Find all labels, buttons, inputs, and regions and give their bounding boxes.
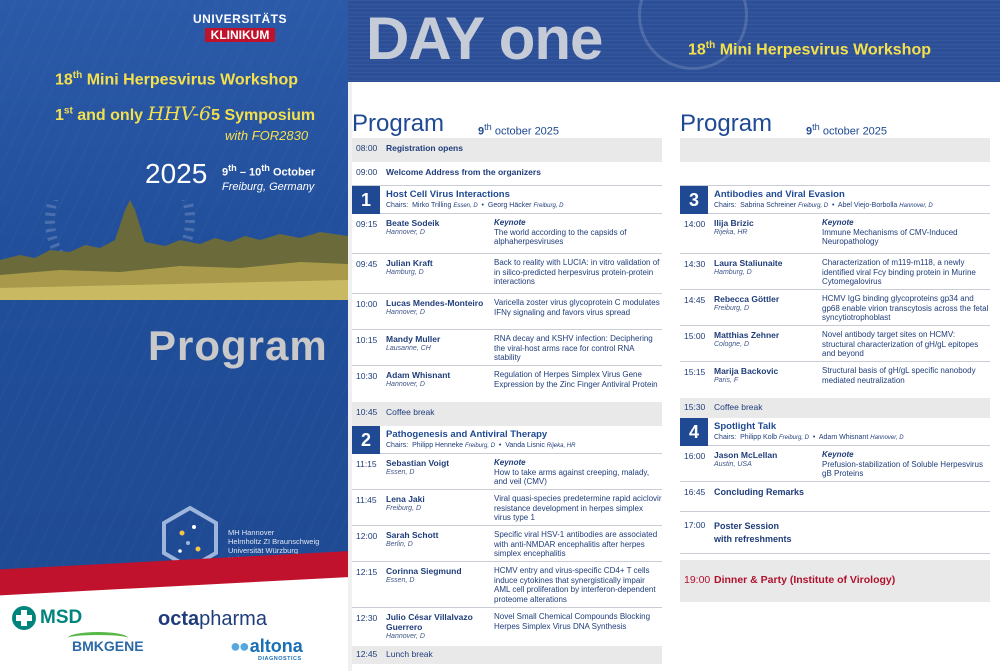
speaker-affiliation: Lausanne, CH <box>386 345 431 352</box>
workshop-title <box>55 70 298 89</box>
event-location: Freiburg, Germany <box>222 180 315 193</box>
talk-title <box>822 450 990 479</box>
session-header-2 <box>352 426 662 454</box>
time: 09:00 <box>356 167 378 177</box>
time: 12:15 <box>356 567 378 577</box>
date-num: 9 <box>806 125 813 138</box>
schedule-row-poster <box>680 512 990 554</box>
time: 10:15 <box>356 335 378 345</box>
talk-row <box>680 254 990 290</box>
altona-logo <box>230 636 303 662</box>
partner-line: MH Hannover <box>228 528 275 537</box>
event-text: Registration opens <box>386 143 463 153</box>
speaker-name: Sebastian Voigt <box>386 458 450 468</box>
talk-title: Structural basis of gH/gL specific nanobody mediated neutralization <box>822 366 976 385</box>
poster-line1: Poster Session <box>714 521 780 531</box>
pharma-text: pharma <box>199 608 267 630</box>
date-mid: – 10 <box>236 166 262 179</box>
talk-row <box>352 254 662 294</box>
talk-title: HCMV IgG binding glycoproteins gp34 and gp68 enable virion transcytosis across the fetal syncytiotrophoblast <box>822 294 989 322</box>
speaker-affiliation: Freiburg, D <box>714 305 750 312</box>
chairs-label: Chairs: <box>386 202 409 209</box>
event-text: Lunch break <box>386 649 433 659</box>
altona-text: altona <box>249 636 303 656</box>
date-sup: th <box>812 122 820 132</box>
talk-row <box>680 446 990 482</box>
uk-logo-line2: KLINIKUM <box>205 28 276 42</box>
chair-affiliation: Essen, D <box>453 203 478 209</box>
time: 09:45 <box>356 259 378 269</box>
event-text: Welcome Address from the organizers <box>386 167 541 177</box>
chair-affiliation: Freiburg, D <box>798 203 829 209</box>
chairs-label: Chairs: <box>386 442 409 449</box>
keynote-label: Keynote <box>822 450 854 459</box>
event-text: Concluding Remarks <box>714 487 805 497</box>
title2-b: 5 Symposium <box>211 107 316 124</box>
talk-title: Viral quasi-species predetermine rapid aciclovir resistance development in herpes simplex virus type 1 <box>494 494 662 522</box>
date-sup1: th <box>228 163 237 173</box>
speaker-affiliation: Berlin, D <box>386 541 413 548</box>
speaker-affiliation: Hamburg, D <box>714 269 752 276</box>
cover-program-title: Program <box>148 322 328 369</box>
session-number: 3 <box>680 186 708 214</box>
speaker-name: Jason McLellan <box>714 450 778 460</box>
universitaetsklinikum-logo <box>180 12 300 44</box>
event-text: Coffee break <box>714 402 763 412</box>
speaker-affiliation: Paris, F <box>714 377 739 384</box>
chair-name: Philipp Henneke <box>412 442 464 449</box>
chair-name: Vanda Lisnic <box>505 442 545 449</box>
talk-row <box>352 366 662 402</box>
talk-title <box>494 458 662 487</box>
altona-dots-icon: ●● <box>230 636 248 656</box>
talk-title: Specific viral HSV-1 antibodies are associated with anti-NMDAR encephalitis after herpes simplex encephalitis <box>494 530 658 558</box>
time: 09:15 <box>356 219 378 229</box>
chair-affiliation: Hannover, D <box>899 203 933 209</box>
session-number: 4 <box>680 418 708 446</box>
banner-title-num: 18 <box>688 41 706 59</box>
talk-text: How to take arms against creeping, malady, and veil (CMV) <box>494 467 650 486</box>
for2830-subtitle: with FOR2830 <box>225 128 309 143</box>
session-header-1 <box>352 186 662 214</box>
schedule-row-empty <box>680 162 990 186</box>
event-text: Coffee break <box>386 407 435 417</box>
altona-subtext: DIAGNOSTICS <box>258 656 302 662</box>
time: 15:30 <box>684 402 706 412</box>
session-title: Spotlight Talk <box>714 421 777 432</box>
speaker-name: Lucas Mendes-Monteiro <box>386 298 484 308</box>
speaker-affiliation: Essen, D <box>386 577 415 584</box>
speaker-affiliation: Hamburg, D <box>386 269 424 276</box>
program-date <box>478 122 559 138</box>
session-title: Host Cell Virus Interactions <box>386 189 510 200</box>
session-header-4 <box>680 418 990 446</box>
talk-row <box>352 526 662 562</box>
bmkgene-text: BMKGENE <box>72 638 144 654</box>
session-title: Antibodies and Viral Evasion <box>714 189 845 200</box>
session-header-3 <box>680 186 990 214</box>
talk-row <box>680 214 990 254</box>
time: 17:00 <box>684 520 706 530</box>
speaker-name: Julian Kraft <box>386 258 433 268</box>
talk-text: Prefusion-stabilization of Soluble Herpesvirus gB Proteins <box>822 459 983 478</box>
date-sup: th <box>484 122 492 132</box>
speaker-name: Beate Sodeik <box>386 218 440 228</box>
title2-sup: st <box>63 105 73 117</box>
speaker-name: Sarah Schott <box>386 530 439 540</box>
speaker-affiliation: Hannover, D <box>386 309 425 316</box>
speaker-affiliation: Essen, D <box>386 469 415 476</box>
time: 12:45 <box>356 649 378 659</box>
chair-affiliation: Freiburg, D <box>779 435 810 441</box>
time: 10:45 <box>356 407 378 417</box>
speaker-affiliation: Hannover, D <box>386 381 425 388</box>
date-rest: october 2025 <box>491 125 560 138</box>
title2-num: 1 <box>55 107 64 124</box>
speaker-affiliation: Freiburg, D <box>386 505 422 512</box>
program-column-afternoon <box>680 110 990 602</box>
date-num1: 9 <box>222 166 229 179</box>
speaker-name: Matthias Zehner <box>714 330 780 340</box>
event-text: Dinner & Party (Institute of Virology) <box>714 574 896 586</box>
msd-logo <box>12 606 82 630</box>
date-sup2: th <box>261 163 270 173</box>
session-chairs: Chairs: Mirko Trilling Essen, D • Georg Häcker Freiburg, D <box>386 202 564 209</box>
cover-panel <box>0 0 348 671</box>
speaker-name: Julio César Villalvazo Guerrero <box>386 612 473 632</box>
speaker-name: Laura Staliunaite <box>714 258 783 268</box>
chair-affiliation: Freiburg, D <box>465 443 496 449</box>
symposium-title <box>55 103 315 125</box>
session-chairs: Chairs: Philipp Kolb Freiburg, D • Adam Whisnant Hannover, D <box>714 434 904 441</box>
talk-row <box>352 454 662 490</box>
talk-text: Immune Mechanisms of CMV-Induced Neuropathology <box>822 227 958 246</box>
speaker-affiliation: Austin, USA <box>714 461 752 468</box>
session-chairs: Chairs: Philipp Henneke Freiburg, D • Vanda Lisnic Rijeka, HR <box>386 442 576 449</box>
column-heading <box>352 110 662 138</box>
banner-title-rest: Mini Herpesvirus Workshop <box>715 41 931 59</box>
time: 12:30 <box>356 613 378 623</box>
time: 10:30 <box>356 371 378 381</box>
chairs-label: Chairs: <box>714 434 737 441</box>
time: 15:15 <box>684 367 706 377</box>
schedule-row-welcome <box>352 162 662 186</box>
chair-name: Adam Whisnant <box>818 434 869 441</box>
schedule-row-coffee <box>352 402 662 426</box>
time: 16:45 <box>684 487 706 497</box>
talk-title <box>822 218 990 247</box>
talk-row <box>680 290 990 326</box>
session-title: Pathogenesis and Antiviral Therapy <box>386 429 548 440</box>
talk-row <box>352 294 662 330</box>
speaker-affiliation: Hannover, D <box>386 229 425 236</box>
chair-affiliation: Freiburg, D <box>533 203 564 209</box>
speaker-name: Rebecca Göttler <box>714 294 780 304</box>
chair-name: Mirko Trilling <box>412 202 452 209</box>
talk-title: Characterization of m119-m118, a newly identified viral Fcγ binding protein in Murine Cytomegalovirus <box>822 258 976 286</box>
program-column-morning <box>352 110 662 664</box>
program-heading: Program <box>680 110 773 137</box>
date-range <box>222 161 315 180</box>
time: 11:15 <box>356 459 377 469</box>
session-number: 2 <box>352 426 380 454</box>
talk-row <box>352 562 662 608</box>
event-text <box>714 520 792 546</box>
bmkgene-arc-icon <box>68 632 128 644</box>
time: 08:00 <box>356 143 378 153</box>
keynote-label: Keynote <box>494 218 526 227</box>
schedule-row-lunch <box>352 646 662 664</box>
event-year: 2025 <box>145 158 208 189</box>
program-heading: Program <box>352 110 445 137</box>
chairs-label: Chairs: <box>714 202 737 209</box>
title1-rest: Mini Herpesvirus Workshop <box>82 71 298 89</box>
talk-title: Novel antibody target sites on HCMV: structural characterization of gH/gL epitopes and beyond <box>822 330 979 358</box>
keynote-label: Keynote <box>822 218 854 227</box>
chair-name: Sabrina Schreiner <box>740 202 797 209</box>
event-dates <box>222 161 315 194</box>
talk-text: The world according to the capsids of alphaherpesviruses <box>494 227 627 246</box>
msd-text: MSD <box>40 607 83 629</box>
talk-row <box>352 214 662 254</box>
schedule-row-coffee <box>680 398 990 418</box>
date-end: October <box>269 166 316 179</box>
octa-text: octa <box>158 608 200 630</box>
speaker-name: Corinna Siegmund <box>386 566 462 576</box>
time: 16:00 <box>684 451 706 461</box>
partner-line: Helmholtz ZI Braunschweig <box>228 537 320 546</box>
speaker-affiliation: Cologne, D <box>714 341 750 348</box>
banner-workshop-title <box>688 40 931 59</box>
time: 15:00 <box>684 331 706 341</box>
date-num: 9 <box>478 125 485 138</box>
schedule-row-concluding <box>680 482 990 512</box>
session-number: 1 <box>352 186 380 214</box>
keynote-label: Keynote <box>494 458 526 467</box>
chair-name: Georg Häcker <box>487 202 532 209</box>
speaker-affiliation: Rijeka, HR <box>714 229 748 236</box>
bmkgene-logo <box>72 638 144 654</box>
time: 14:45 <box>684 295 706 305</box>
chair-affiliation: Hannover, D <box>870 435 904 441</box>
time: 19:00 <box>684 574 711 586</box>
title1-sup: th <box>72 70 83 81</box>
schedule-row-registration <box>352 138 662 162</box>
poster-line2: with refreshments <box>714 534 792 544</box>
speaker-name: Mandy Muller <box>386 334 441 344</box>
talk-title <box>494 218 662 247</box>
time: 11:45 <box>356 495 377 505</box>
talk-row <box>352 490 662 526</box>
session-chairs: Chairs: Sabrina Schreiner Freiburg, D • Abel Viejo-Borbolla Hannover, D <box>714 202 933 209</box>
talk-row <box>680 362 990 398</box>
speaker-name: Adam Whisnant <box>386 370 451 380</box>
banner-title-sup: th <box>705 40 716 51</box>
schedule-row-dinner <box>680 560 990 602</box>
day-banner <box>348 0 1000 82</box>
talk-title: Novel Small Chemical Compounds Blocking Herpes Simplex Virus DNA Synthesis <box>494 612 651 631</box>
speaker-name: Marija Backovic <box>714 366 779 376</box>
msd-cross-icon <box>12 606 36 630</box>
chair-name: Abel Viejo-Borbolla <box>837 202 898 209</box>
talk-title: RNA decay and KSHV infection: Deciphering the viral-host arms race for control RNA stability <box>494 334 653 362</box>
time: 10:00 <box>356 299 378 309</box>
chair-name: Philipp Kolb <box>740 434 778 441</box>
program-date <box>806 122 887 138</box>
day-one-title: DAY one <box>366 5 603 72</box>
title2-a: and only <box>72 107 148 124</box>
speaker-name: Ilija Brizic <box>714 218 754 228</box>
talk-row <box>352 330 662 366</box>
time: 12:00 <box>356 531 378 541</box>
uk-logo-line1: UNIVERSITÄTS <box>192 12 287 26</box>
talk-row <box>352 608 662 646</box>
time: 14:00 <box>684 219 706 229</box>
column-heading <box>680 110 990 138</box>
partner-line: Universität Würzburg <box>228 546 299 555</box>
talk-title: Back to reality with LUCIA: in vitro validation of in silico-predicted herpesvirus protein-protein interactions <box>494 258 660 286</box>
title1-num: 18 <box>55 71 73 89</box>
talk-row <box>680 326 990 362</box>
talk-title: Varicella zoster virus glycoprotein C modulates IFNγ signaling and favors virus spread <box>494 298 660 317</box>
talk-title: Regulation of Herpes Simplex Virus Gene Expression by the Zinc Finger Antiviral Protein <box>494 370 658 389</box>
freiburg-skyline-image <box>0 200 348 300</box>
speaker-affiliation: Hannover, D <box>386 633 425 640</box>
speaker-name: Lena Jaki <box>386 494 425 504</box>
talk-title: HCMV entry and virus-specific CD4+ T cells induce cytokines that synergistically impair AML cell proliferation by interferon-dependent proteome alterations <box>494 566 656 604</box>
chair-affiliation: Rijeka, HR <box>546 443 576 449</box>
schedule-row-empty <box>680 138 990 162</box>
octapharma-logo <box>158 608 267 631</box>
hhv6-logo-text: HHV-6 <box>147 103 212 125</box>
time: 14:30 <box>684 259 706 269</box>
date-rest: october 2025 <box>819 125 888 138</box>
